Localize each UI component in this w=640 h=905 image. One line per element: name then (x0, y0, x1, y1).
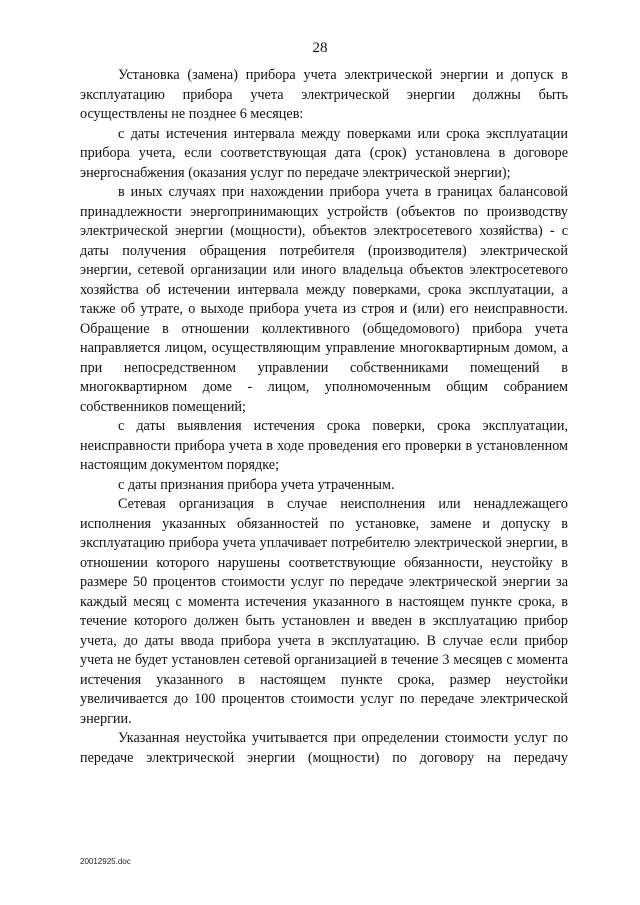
paragraph-item-2: в иных случаях при нахождении прибора учета в границах балансовой принадлежности энергопринимающих устройств (объектов по производству электрической энергии (мощности), объектов электросетевого хозяйства) - с даты получения обращения потребителя (производителя) электрической энергии, сетевой организации или иного владельца объектов электросетевого хозяйства об истечении интервала между поверками, срока эксплуатации, а также об утрате, о выходе прибора учета из строя и (или) его неисправности. Обращение в отношении коллективного (общедомового) прибора учета направляется лицом, осуществляющим управление многоквартирным домом, а при непосредственном управлении собственниками помещений в многоквартирном доме - лицом, уполномоченным общим собранием собственников помещений; (80, 184, 568, 415)
paragraph-penalty: Сетевая организация в случае неисполнения или ненадлежащего исполнения указанных обязанностей по установке, замене и допуску в эксплуатацию прибора учета уплачивает потребителю электрической энергии, в отношении которого нарушены соответствующие обязанности, неустойку в размере 50 процентов стоимости услуг по передаче электрической энергии за каждый месяц с момента истечения указанного в настоящем пункте срока, в течение которого должен быть установлен и введен в эксплуатацию прибор учета, до даты ввода прибора учета в эксплуатацию. В случае если прибор учета не будет установлен сетевой организацией в течение 3 месяцев с момента истечения указанного в настоящем пункте срока, размер неустойки увеличивается до 100 процентов стоимости услуг по передаче электрической энергии. (80, 496, 568, 727)
paragraph-item-4: с даты признания прибора учета утраченным. (118, 476, 395, 493)
paragraph-item-1: с даты истечения интервала между поверками или срока эксплуатации прибора учета, если соответствующая дата (срок) установлена в договоре энергоснабжения (оказания услуг по передаче электрической энергии); (80, 125, 568, 181)
page-number: 28 (312, 40, 328, 56)
document-body (80, 66, 568, 768)
paragraph-intro: Установка (замена) прибора учета электрической энергии и допуск в эксплуатацию прибора учета электрической энергии должны быть осуществлены не позднее 6 месяцев: (80, 67, 568, 122)
footer-filename: 20012925.doc (80, 857, 131, 866)
paragraph-continued: Указанная неустойка учитывается при определении стоимости услуг по передаче электрической энергии (мощности) по договору на передачу (80, 730, 568, 766)
paragraph-item-3: с даты выявления истечения срока поверки, срока эксплуатации, неисправности прибора учета в ходе проведения его проверки в установленном настоящим документом порядке; (80, 418, 568, 473)
